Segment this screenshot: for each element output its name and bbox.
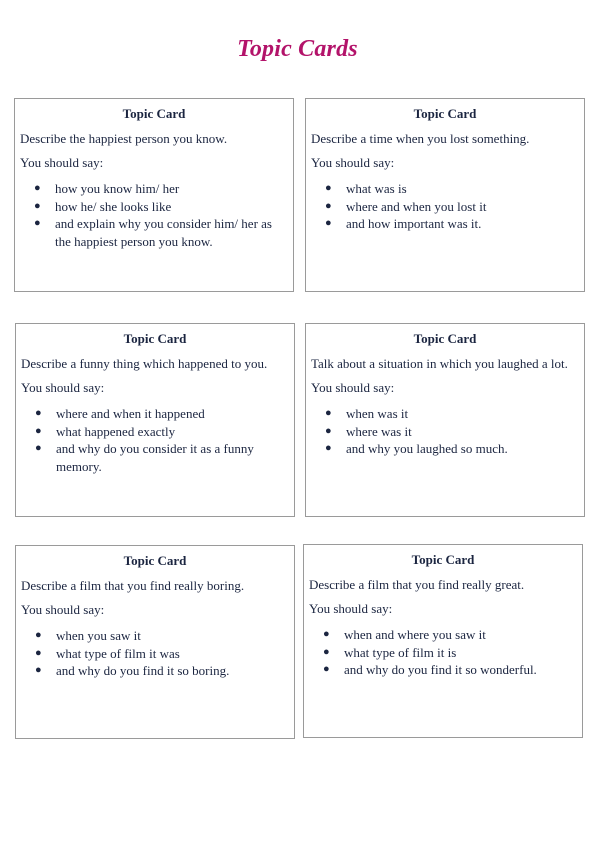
card-bullet-list (15, 180, 285, 250)
list-item-text: and explain why you consider him/ her as the happiest person you know. (55, 216, 272, 249)
card-you-should-say: You should say: (311, 155, 395, 170)
list-item (16, 440, 286, 475)
topic-card-3 (15, 323, 295, 517)
list-item-text: what was is (346, 181, 407, 196)
bullet-icon: ● (34, 217, 41, 229)
list-item (306, 215, 576, 233)
list-item (306, 198, 576, 216)
topic-card-5 (15, 545, 295, 739)
bullet-icon: ● (323, 645, 330, 658)
bullet-icon: ● (34, 199, 41, 212)
bullet-icon: ● (35, 664, 42, 676)
bullet-icon: ● (35, 424, 42, 437)
bullet-icon: ● (323, 628, 330, 640)
card-bullet-list (306, 180, 576, 233)
bullet-icon: ● (325, 217, 332, 229)
list-item-text: when you saw it (56, 628, 141, 643)
card-heading: Topic Card (122, 106, 186, 121)
card-heading: Topic Card (123, 553, 187, 568)
card-heading: Topic Card (413, 106, 477, 121)
card-you-should-say: You should say: (311, 380, 395, 395)
list-item (16, 627, 286, 645)
card-prompt: Describe a film that you find really boring. (21, 578, 245, 593)
card-heading: Topic Card (413, 331, 477, 346)
card-prompt: Describe a funny thing which happened to you. (21, 356, 268, 371)
bullet-icon: ● (325, 442, 332, 454)
list-item-text: how he/ she looks like (55, 198, 172, 214)
list-item-text: what type of film it is (344, 644, 457, 660)
topic-card-6 (303, 544, 583, 738)
card-you-should-say: You should say: (309, 601, 393, 616)
card-you-should-say: You should say: (20, 155, 104, 170)
card-prompt: Describe a film that you find really great. (309, 577, 525, 592)
card-prompt: Describe a time when you lost something. (311, 131, 530, 146)
card-prompt: Describe the happiest person you know. (20, 131, 228, 146)
card-heading: Topic Card (411, 552, 475, 567)
list-item-text: and how important was it. (346, 216, 482, 231)
card-bullet-list (16, 627, 286, 680)
list-item-text: where and when it happened (56, 406, 205, 421)
list-item (16, 405, 286, 423)
list-item (306, 440, 576, 458)
list-item (304, 661, 574, 679)
list-item (15, 198, 285, 216)
list-item-text: and why you laughed so much. (346, 441, 508, 456)
bullet-icon: ● (323, 663, 330, 675)
topic-card-4 (305, 323, 585, 517)
topic-card-2 (305, 98, 585, 292)
bullet-icon: ● (325, 199, 332, 212)
bullet-icon: ● (35, 646, 42, 659)
bullet-icon: ● (35, 442, 42, 454)
bullet-icon: ● (325, 407, 332, 419)
card-bullet-list (306, 405, 576, 458)
list-item (306, 180, 576, 198)
card-heading: Topic Card (123, 331, 187, 346)
bullet-icon: ● (325, 182, 332, 194)
list-item-text: where and when you lost it (346, 198, 487, 214)
card-you-should-say: You should say: (21, 602, 105, 617)
list-item (306, 423, 576, 441)
card-bullet-list (304, 626, 574, 679)
list-item (16, 423, 286, 441)
list-item-text: when and where you saw it (344, 627, 486, 642)
list-item-text: how you know him/ her (55, 181, 180, 196)
list-item-text: when was it (346, 406, 409, 421)
bullet-icon: ● (35, 407, 42, 419)
list-item-text: and why do you find it so wonderful. (344, 662, 537, 677)
topic-card-1 (14, 98, 294, 292)
bullet-icon: ● (34, 182, 41, 194)
card-prompt: Talk about a situation in which you laughed a lot. (311, 356, 568, 371)
list-item (16, 662, 286, 680)
list-item (15, 180, 285, 198)
list-item-text: what happened exactly (56, 423, 176, 439)
list-item (304, 644, 574, 662)
page-title: Topic Cards (237, 36, 358, 62)
bullet-icon: ● (325, 424, 332, 437)
card-bullet-list (16, 405, 286, 475)
list-item-text: what type of film it was (56, 645, 180, 661)
list-item-text: and why do you consider it as a funny memory. (56, 441, 254, 474)
list-item (15, 215, 285, 250)
list-item (16, 645, 286, 663)
list-item-text: where was it (346, 423, 412, 439)
card-you-should-say: You should say: (21, 380, 105, 395)
bullet-icon: ● (35, 629, 42, 641)
list-item-text: and why do you find it so boring. (56, 663, 230, 678)
list-item (304, 626, 574, 644)
list-item (306, 405, 576, 423)
